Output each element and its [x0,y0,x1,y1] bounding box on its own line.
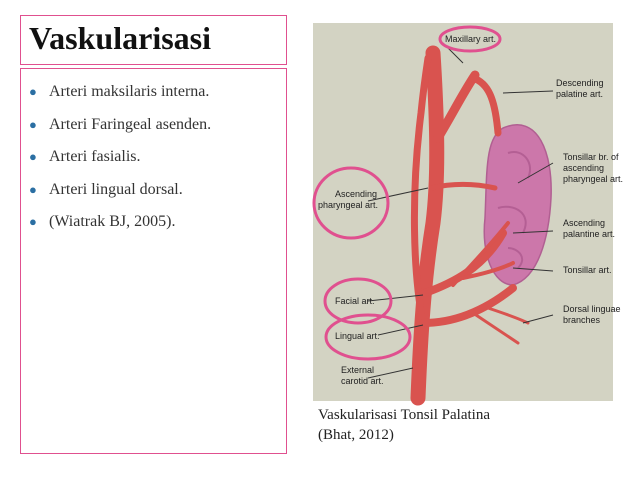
bullet-item [29,79,211,112]
tonsil-shape [484,125,551,285]
label-descending: Descending [556,78,604,88]
bullet-dot-icon: ● [29,181,37,197]
caption-line: Vaskularisasi Tonsil Palatina [318,407,490,423]
caption-citation: (Bhat, 2012) [318,427,394,443]
label-ascending-pal: Ascending [563,218,606,228]
dorsal-linguae-branch [488,308,528,323]
bullet-item [29,144,211,177]
label-external-2: carotid art. [341,376,384,386]
lingual-artery [423,288,513,323]
figure-caption [318,405,490,445]
title-box [20,15,287,65]
tonsillar-branch-artery [431,184,495,188]
bullet-dot-icon: ● [29,84,37,99]
label-ascending-pal-2: palantine art. [563,229,616,239]
label-tonsillar-br: Tonsillar br. of [563,152,619,162]
bullet-dot-icon: ● [29,116,37,132]
bullet-dot-icon: ● [29,149,37,164]
artery-illustration [313,23,624,401]
artery-figure [313,23,624,401]
label-ascending-phar-2: pharyngeal art. [318,200,379,210]
bullet-item [29,177,211,210]
label-tonsillar-art: Tonsillar art. [563,265,612,275]
bullet-text: Arteri maksilaris interna. [49,83,210,100]
label-dorsal-2: branches [563,315,601,325]
label-ascending-phar: Ascending [335,189,378,199]
label-descending-2: palatine art. [556,89,604,99]
bullet-text: Arteri fasialis. [49,148,141,165]
bullet-text: (Wiatrak BJ, 2005). [49,213,176,230]
maxillary-artery [438,75,475,138]
bullet-item [29,112,211,145]
label-lingual: Lingual art. [335,331,380,341]
label-maxillary: Maxillary art. [445,34,497,44]
bullet-list [29,79,211,242]
label-tonsillar-br-3: pharyngeal art. [563,174,624,184]
content-box [20,68,287,454]
bullet-item [29,209,211,242]
label-external: External [341,365,375,375]
bullet-text: Arteri Faringeal asenden. [49,115,212,133]
label-dorsal: Dorsal linguae [563,304,621,314]
descending-palatine-artery [473,78,498,133]
slide-title: Vaskularisasi [29,20,211,56]
label-facial: Facial art. [335,296,375,306]
bullet-text: Arteri lingual dorsal. [49,180,183,198]
label-tonsillar-br-2: ascending [563,163,605,173]
bullet-dot-icon: ● [29,214,37,229]
